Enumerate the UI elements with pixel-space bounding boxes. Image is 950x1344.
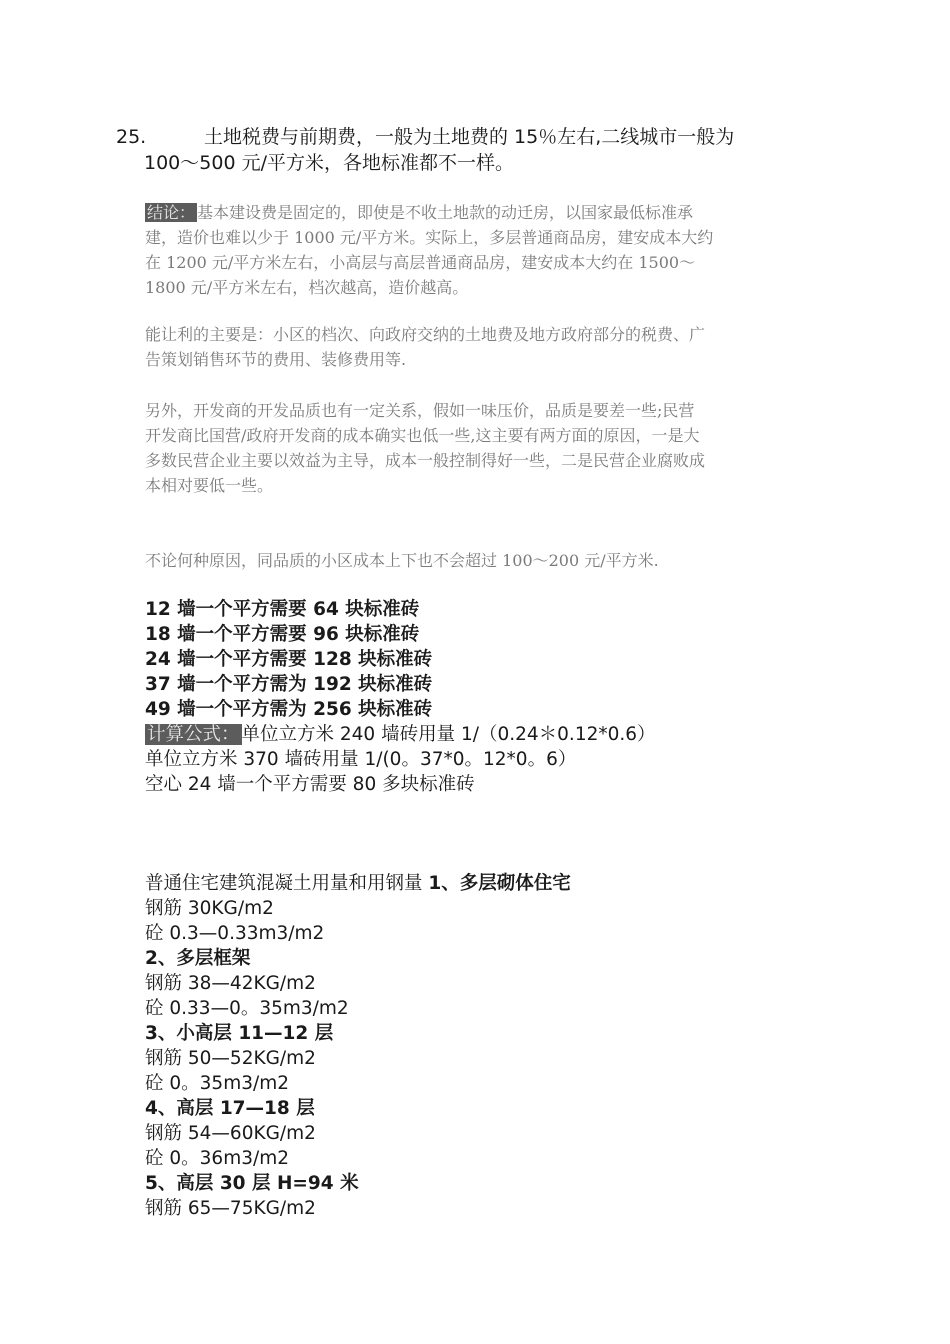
quality-line: 开发商比国营/政府开发商的成本确实也低一些,这主要有两方面的原因，一是大: [145, 426, 700, 445]
formula-240: 单位立方米 240 墙砖用量 1/（0.24＊0.12*0.6）: [241, 724, 656, 745]
item-25-line-2: 100～500 元/平方米，各地标准都不一样。: [144, 152, 514, 174]
conclusion-line: 建，造价也难以少于 1000 元/平方米。实际上，多层普通商品房，建安成本大约: [145, 228, 714, 247]
section-1-concrete: 砼 0.3—0.33m3/m2: [145, 923, 325, 944]
section-5-rebar: 钢筋 65—75KG/m2: [145, 1198, 316, 1219]
quality-line: 本相对要低一些。: [145, 476, 274, 495]
section-3-title: 3、小高层 11—12 层: [145, 1023, 334, 1044]
section-4-concrete: 砼 0。36m3/m2: [145, 1148, 290, 1169]
section-5-title: 5、高层 30 层 H=94 米: [145, 1173, 359, 1194]
formula-370: 单位立方米 370 墙砖用量 1/(0。37*0。12*0。6）: [145, 749, 577, 770]
brick-section: [145, 597, 656, 797]
item-25-line-1: 土地税费与前期费，一般为土地费的 15％左右,二线城市一般为: [204, 126, 735, 148]
summary-paragraph: [145, 548, 810, 573]
formula-label: 计算公式：: [147, 724, 240, 745]
brick-line: 18 墙一个平方需要 96 块标准砖: [145, 624, 420, 645]
conclusion-label: 结论：: [147, 203, 196, 222]
quality-paragraph: [145, 398, 810, 498]
section-4-rebar: 钢筋 54—60KG/m2: [145, 1123, 316, 1144]
section-4-title: 4、高层 17—18 层: [145, 1098, 315, 1119]
section-2-concrete: 砼 0.33—0。35m3/m2: [145, 998, 349, 1019]
steel-intro: 普通住宅建筑混凝土用量和用钢量: [145, 873, 429, 894]
conclusion-line: 1800 元/平方米左右，档次越高，造价越高。: [145, 278, 469, 297]
brick-line: 37 墙一个平方需为 192 块标准砖: [145, 674, 433, 695]
quality-line: 多数民营企业主要以效益为主导，成本一般控制得好一些，二是民营企业腐败成: [145, 451, 706, 470]
item-number: 25.: [116, 126, 147, 148]
profit-line: 能让利的主要是：小区的档次、向政府交纳的土地费及地方政府部分的税费、广: [145, 325, 706, 344]
brick-line: 24 墙一个平方需要 128 块标准砖: [145, 649, 433, 670]
summary-line: 不论何种原因，同品质的小区成本上下也不会超过 100～200 元/平方米.: [145, 551, 659, 570]
hollow-wall-line: 空心 24 墙一个平方需要 80 多块标准砖: [145, 774, 475, 795]
brick-line: 12 墙一个平方需要 64 块标准砖: [145, 599, 420, 620]
profit-line: 告策划销售环节的费用、装修费用等.: [145, 350, 407, 369]
conclusion-line: 在 1200 元/平方米左右，小高层与高层普通商品房，建安成本大约在 1500～: [145, 253, 696, 272]
section-2-rebar: 钢筋 38—42KG/m2: [145, 973, 316, 994]
conclusion-paragraph: [145, 200, 810, 300]
section-1-rebar: 钢筋 30KG/m2: [145, 898, 274, 919]
section-2-title: 2、多层框架: [145, 948, 251, 969]
section-3-concrete: 砼 0。35m3/m2: [145, 1073, 290, 1094]
quality-line: 另外，开发商的开发品质也有一定关系，假如一味压价，品质是要差一些;民营: [145, 401, 695, 420]
section-3-rebar: 钢筋 50—52KG/m2: [145, 1048, 316, 1069]
conclusion-line: 基本建设费是固定的，即使是不收土地款的动迁房，以国家最低标准承: [197, 203, 694, 222]
brick-line: 49 墙一个平方需为 256 块标准砖: [145, 699, 433, 720]
steel-section: [145, 871, 571, 1221]
profit-paragraph: [145, 322, 810, 372]
section-1-title: 1、多层砌体住宅: [428, 873, 571, 894]
